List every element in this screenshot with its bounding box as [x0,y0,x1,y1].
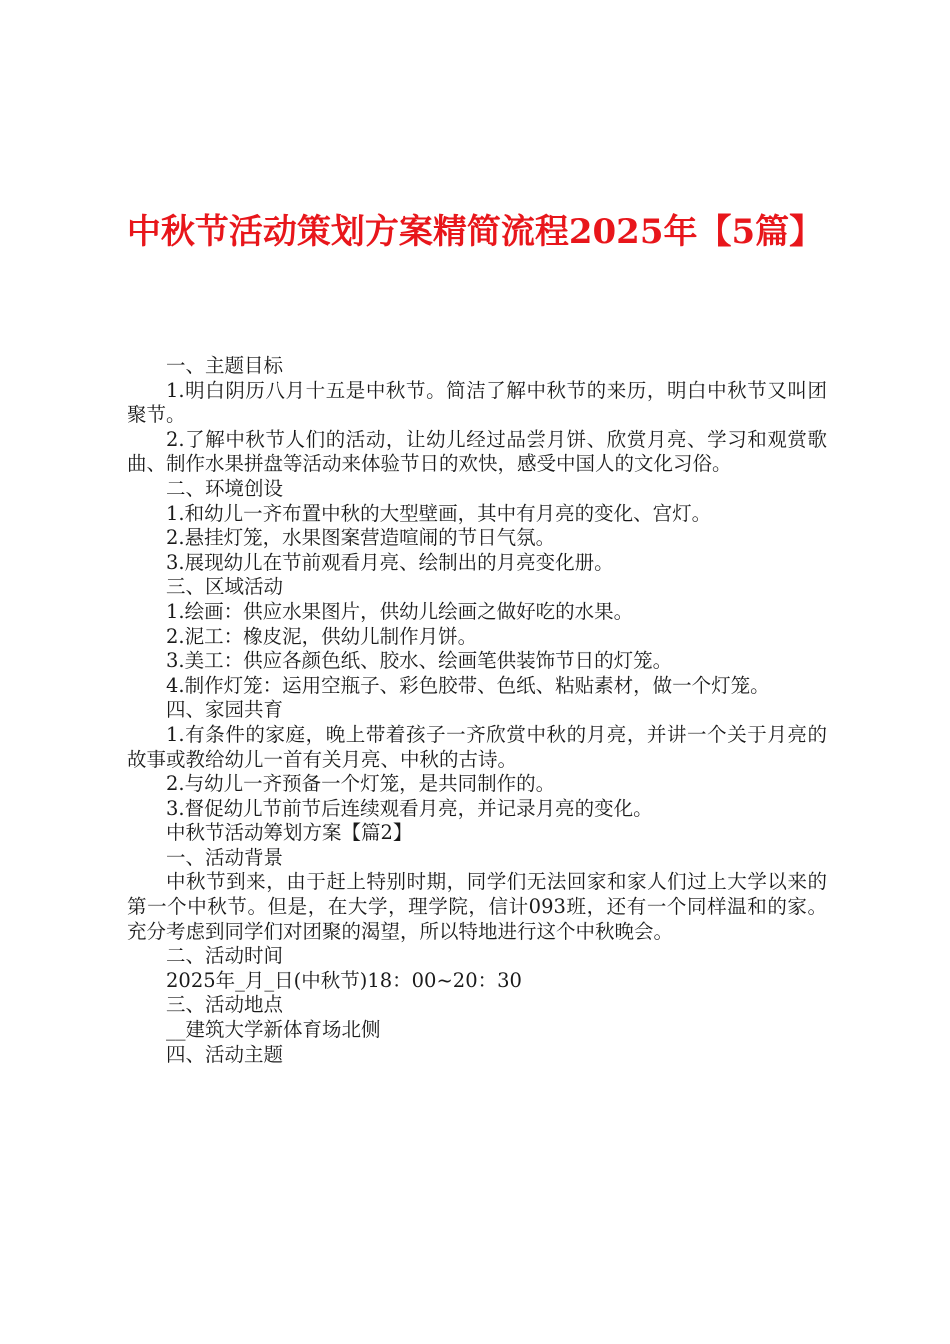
body-paragraph: 3.督促幼儿节前节后连续观看月亮，并记录月亮的变化。 [166,796,653,820]
section-heading: 四、活动主题 [166,1042,284,1066]
body-paragraph: 3.展现幼儿在节前观看月亮、绘制出的月亮变化册。 [166,550,614,574]
body-paragraph: 1.明白阴历八月十五是中秋节。简洁了解中秋节的来历，明白中秋节又叫团聚节。 [127,378,827,427]
section-heading: 二、环境创设 [166,476,284,500]
document-body [127,354,827,1067]
body-paragraph: 2.与幼儿一齐预备一个灯笼，是共同制作的。 [166,772,556,796]
body-paragraph: 2.了解中秋节人们的活动，让幼儿经过品尝月饼、欣赏月亮、学习和观赏歌曲、制作水果拼盘等活动来体验节日的欢快，感受中国人的文化习俗。 [127,427,827,476]
body-paragraph: __建筑大学新体育场北侧 [166,1018,381,1042]
section-heading: 三、区域活动 [166,575,284,599]
body-paragraph: 3.美工：供应各颜色纸、胶水、绘画笔供装饰节日的灯笼。 [166,649,673,673]
section-heading: 一、活动背景 [166,845,284,869]
body-paragraph: 2.泥工：橡皮泥，供幼儿制作月饼。 [166,624,478,648]
section-heading: 三、活动地点 [166,993,284,1017]
document-title: 中秋节活动策划方案精简流程2025年【5篇】 [126,212,824,252]
body-paragraph: 2.悬挂灯笼，水果图案营造喧闹的节日气氛。 [166,526,556,550]
body-paragraph: 1.绘画：供应水果图片，供幼儿绘画之做好吃的水果。 [166,599,634,623]
body-paragraph: 1.有条件的家庭，晚上带着孩子一齐欣赏中秋的月亮，并讲一个关于月亮的故事或教给幼儿一首有关月亮、中秋的古诗。 [127,722,827,771]
section-heading: 一、主题目标 [166,354,284,377]
body-paragraph: 4.制作灯笼：运用空瓶子、彩色胶带、色纸、粘贴素材，做一个灯笼。 [166,673,770,697]
subsection-title: 中秋节活动筹划方案【篇2】 [166,821,413,845]
body-paragraph: 2025年_月_日(中秋节)18：00~20：30 [166,968,522,992]
body-paragraph: 中秋节到来，由于赶上特别时期，同学们无法回家和家人们过上大学以来的第一个中秋节。但是，在大学，理学院，信计093班，还有一个同样温和的家。充分考虑到同学们对团聚的渴望，所以特地进行这个中秋晚会。 [127,870,827,943]
body-paragraph: 1.和幼儿一齐布置中秋的大型壁画，其中有月亮的变化、宫灯。 [166,501,712,525]
section-heading: 二、活动时间 [166,944,284,968]
section-heading: 四、家园共育 [166,698,284,722]
